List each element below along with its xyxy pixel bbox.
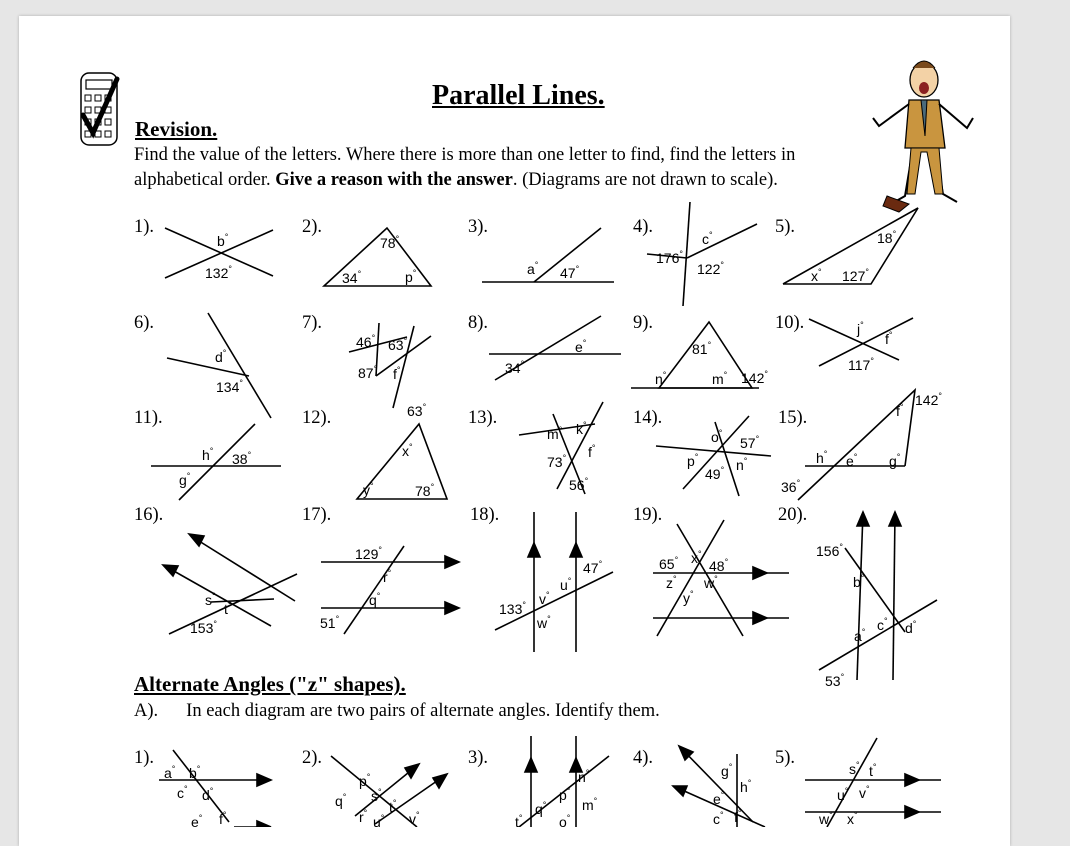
figure-q12: [357, 402, 447, 499]
angle-label: 142°: [741, 369, 768, 386]
question-number: 9).: [633, 313, 654, 333]
angle-label: g°: [721, 762, 733, 779]
angle-label: q°: [535, 800, 547, 817]
angle-label: y°: [683, 589, 694, 606]
question-number: 5).: [775, 748, 796, 768]
angle-label: v°: [409, 810, 420, 827]
angle-label: 47°: [583, 559, 603, 576]
figure-q20: [816, 512, 937, 689]
instruction-text-2: . (Diagrams are not drawn to scale).: [512, 170, 778, 190]
angle-label: e°: [191, 813, 203, 827]
question-number: 2).: [302, 217, 323, 237]
question-number: 15).: [778, 408, 808, 428]
question-number: 3).: [468, 217, 489, 237]
angle-label: v°: [539, 590, 550, 607]
angle-label: 153°: [190, 619, 217, 636]
angle-label: 49°: [705, 465, 725, 482]
part-label: A).: [134, 701, 159, 721]
angle-label: 53°: [825, 672, 845, 689]
angle-label: g°: [889, 452, 901, 469]
alternate-angles-heading: Alternate Angles ("z" shapes).: [134, 672, 406, 696]
angle-label: f°: [885, 330, 893, 347]
angle-label: b°: [217, 232, 229, 249]
figure-q13: [519, 402, 603, 494]
angle-label: 47°: [560, 264, 580, 281]
angle-label: q°: [369, 591, 381, 608]
angle-label: s°: [849, 760, 860, 777]
figure-q18: [495, 512, 613, 652]
instruction-text-1: Find the value of the letters. Where there is more than one letter to find, find the letters in alphabetical order.: [134, 145, 796, 190]
angle-label: 18°: [877, 229, 897, 246]
angle-label: t°: [224, 600, 232, 617]
question-number: 12).: [302, 408, 332, 428]
figure-q6: [167, 313, 271, 418]
angle-label: p°: [559, 786, 571, 803]
angle-label: r°: [359, 808, 368, 825]
angle-label: 57°: [740, 434, 760, 451]
angle-label: 48°: [709, 557, 729, 574]
figure-alt-2: [331, 756, 447, 827]
angle-label: d°: [202, 786, 214, 803]
figure-q3: [482, 228, 614, 282]
angle-label: 34°: [505, 359, 525, 376]
question-number: 10).: [775, 313, 805, 333]
figure-q14: [656, 416, 771, 496]
question-number: 18).: [470, 505, 500, 525]
angle-label: 78°: [415, 482, 435, 499]
angle-label: u°: [837, 786, 849, 803]
question-number: 7).: [302, 313, 323, 333]
page-title: Parallel Lines.: [432, 80, 605, 111]
worksheet-page: [19, 16, 1010, 846]
angle-label: 73°: [547, 453, 567, 470]
angle-label: b°: [189, 764, 201, 781]
angle-label: e°: [713, 790, 725, 807]
angle-label: w°: [704, 574, 718, 591]
angle-label: n°: [736, 456, 748, 473]
question-number: 14).: [633, 408, 663, 428]
figure-q11: [151, 424, 281, 500]
angle-label: a°: [527, 260, 539, 277]
question-number: 6).: [134, 313, 155, 333]
angle-label: z°: [666, 574, 677, 591]
angle-label: p°: [405, 268, 417, 285]
question-number: 4).: [633, 748, 654, 768]
angle-label: o°: [711, 428, 723, 445]
angle-label: 63°: [388, 336, 408, 353]
angle-label: s°: [371, 787, 382, 804]
angle-label: x°: [811, 267, 822, 284]
part-text: In each diagram are two pairs of alternate angles. Identify them.: [186, 701, 660, 721]
figure-q16: [163, 534, 297, 636]
figure-q19: [653, 520, 789, 636]
angle-label: x°: [402, 442, 413, 459]
angle-label: 156°: [816, 542, 843, 559]
angle-label: w°: [819, 810, 833, 827]
angle-label: 142°: [915, 391, 942, 408]
question-number: 2).: [302, 748, 323, 768]
angle-label: u°: [373, 813, 385, 827]
angle-label: p°: [359, 772, 371, 789]
angle-label: m°: [582, 796, 598, 813]
geometry-figures: [19, 16, 1010, 827]
question-number: 5).: [775, 217, 796, 237]
figure-q7: [349, 323, 431, 408]
question-number: 16).: [134, 505, 164, 525]
angle-label: b°: [853, 573, 865, 590]
question-number: 1).: [134, 748, 155, 768]
angle-label: f°: [219, 810, 227, 827]
angle-label: h°: [740, 778, 752, 795]
angle-label: c°: [177, 784, 188, 801]
angle-label: 51°: [320, 614, 340, 631]
angle-label: 134°: [216, 378, 243, 395]
angle-label: y°: [363, 481, 374, 498]
angle-label: t°: [869, 762, 877, 779]
figure-q8: [489, 316, 621, 380]
angle-label: 133°: [499, 600, 526, 617]
angle-label: 78°: [380, 234, 400, 251]
angle-label: 65°: [659, 555, 679, 572]
angle-label: m°: [547, 425, 563, 442]
figure-q1: [165, 228, 273, 281]
angle-label: s°: [205, 591, 216, 608]
angle-label: f°: [393, 365, 401, 382]
angle-label: 132°: [205, 264, 232, 281]
angle-label: x°: [847, 810, 858, 827]
angle-label: f°: [896, 402, 904, 419]
figure-q17: [320, 545, 459, 634]
question-number: 3).: [468, 748, 489, 768]
angle-label: 117°: [848, 356, 874, 373]
revision-heading: Revision.: [135, 117, 218, 141]
question-number: 4).: [633, 217, 654, 237]
figure-q15: [781, 390, 942, 500]
angle-label: d°: [905, 619, 917, 636]
angle-label: f°: [588, 443, 596, 460]
figure-q9: [631, 322, 768, 388]
figure-q4: [647, 202, 757, 306]
angle-label: k°: [576, 420, 587, 437]
figure-alt-4: [673, 746, 765, 827]
instruction-bold: Give a reason with the answer: [275, 170, 513, 190]
angle-label: 34°: [342, 269, 362, 286]
angle-label: u°: [560, 576, 572, 593]
question-number: 13).: [468, 408, 498, 428]
angle-label: 127°: [842, 267, 869, 284]
angle-label: 129°: [355, 545, 382, 562]
figure-q10: [809, 318, 913, 373]
angle-label: 81°: [692, 340, 712, 357]
question-number: 20).: [778, 505, 808, 525]
angle-label: e°: [846, 452, 858, 469]
angle-label: 46°: [356, 333, 376, 350]
question-number: 11).: [134, 408, 163, 428]
angle-label: 122°: [697, 260, 724, 277]
angle-label: e°: [575, 338, 587, 355]
question-number: 19).: [633, 505, 663, 525]
angle-label: h°: [202, 446, 214, 463]
angle-label: 38°: [232, 450, 252, 467]
angle-label: q°: [335, 792, 347, 809]
question-number: 17).: [302, 505, 332, 525]
figure-alt-5: [805, 738, 941, 827]
question-number: 8).: [468, 313, 489, 333]
angle-label: c°: [702, 230, 713, 247]
angle-label: j°: [857, 320, 864, 337]
angle-label: 56°: [569, 476, 589, 493]
figure-q2: [324, 228, 431, 286]
angle-label: r°: [383, 568, 392, 585]
angle-label: 63°: [407, 402, 427, 419]
angle-label: c°: [713, 810, 724, 827]
angle-label: p°: [687, 452, 699, 469]
angle-label: 87°: [358, 364, 378, 381]
angle-label: 36°: [781, 478, 801, 495]
angle-label: f°: [734, 808, 742, 825]
angle-label: n°: [578, 768, 590, 785]
angle-label: d°: [215, 348, 227, 365]
angle-label: w°: [537, 614, 551, 631]
angle-label: g°: [179, 471, 191, 488]
angle-label: t°: [389, 798, 397, 815]
figure-alt-3: [515, 736, 609, 827]
angle-label: t°: [515, 813, 523, 827]
figure-q5: [783, 208, 918, 284]
angle-label: n°: [655, 370, 667, 387]
angle-label: c°: [877, 616, 888, 633]
angle-label: o°: [559, 813, 571, 827]
angle-label: 176°: [656, 249, 683, 266]
angle-label: h°: [816, 449, 828, 466]
question-number: 1).: [134, 217, 155, 237]
angle-label: v°: [859, 784, 870, 801]
angle-label: a°: [854, 627, 866, 644]
figure-alt-1: [159, 750, 271, 827]
angle-label: x°: [691, 549, 702, 566]
angle-label: a°: [164, 764, 176, 781]
angle-label: m°: [712, 370, 728, 387]
